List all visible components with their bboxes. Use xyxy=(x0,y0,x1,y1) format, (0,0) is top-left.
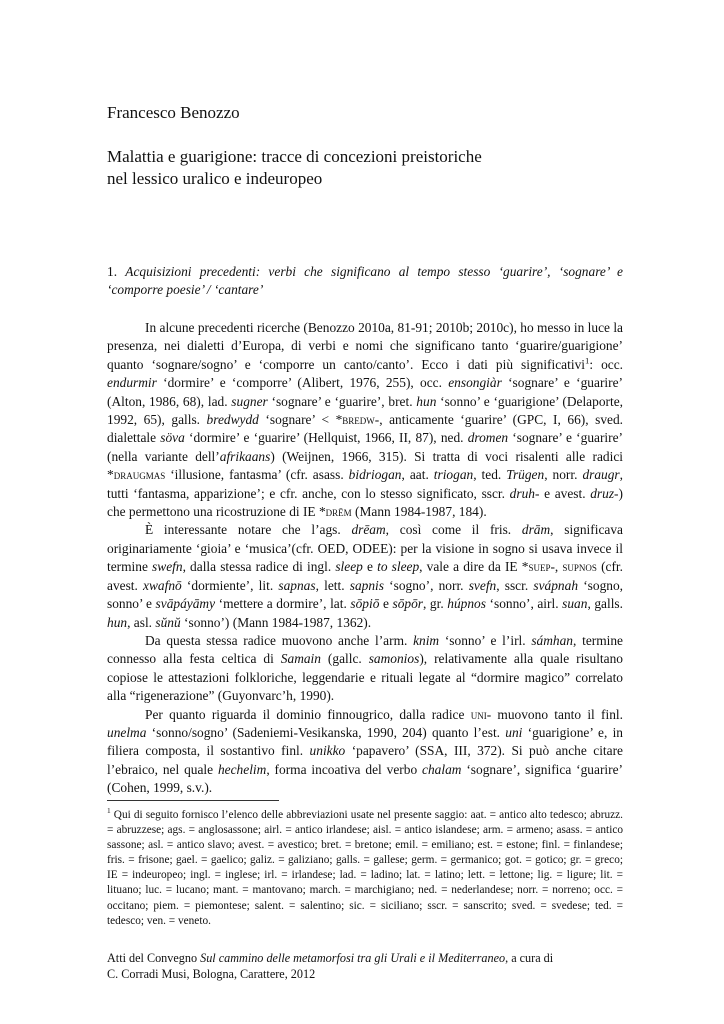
italic-term: söva xyxy=(160,430,185,446)
italic-term: uni xyxy=(505,724,523,740)
italic-term: druh- xyxy=(509,485,540,501)
text-run: , così come il fris. xyxy=(385,522,522,538)
italic-term: druz- xyxy=(590,485,619,501)
text-run: ), relativamente alla quale risultano copiose le attestazioni folkloriche, leggendarie e rituali legate al “dormire magico” correlato alla “rigenerazione” (Guyonvarc’h, 1990). xyxy=(107,651,623,704)
section-title: Acquisizioni precedenti: verbi che significano al tempo stesso ‘guarire’, ‘sognare’ e ‘comporre poesie’ / ‘cantare’ xyxy=(107,264,623,297)
text-run: , sscr. xyxy=(496,577,534,593)
small-caps-root: uni xyxy=(470,706,487,722)
text-run: , dalla stessa radice di ingl. xyxy=(182,559,336,575)
text-run: ‘sonno’, airl. xyxy=(485,596,563,612)
text-run: ‘sonno’ e ‘guarigione’ (Delaporte, 1992, 65), galls. xyxy=(107,393,623,428)
text-run: ‘sonno/sogno’ (Sadeniemi-Vesikanska, 1990, 204) quanto l’est. xyxy=(146,724,506,740)
text-run: ‘papavero’ (SSA, III, 372). Si può anche citare l’ebraico, nel quale xyxy=(107,743,623,777)
text-run: , aat. xyxy=(401,467,434,483)
footnote-rule xyxy=(107,800,279,801)
italic-term: drēam xyxy=(351,522,386,538)
body-paragraph xyxy=(107,706,623,798)
footer-line-1 xyxy=(107,950,627,966)
italic-term: triogan xyxy=(433,467,474,483)
footnote-text: Qui di seguito fornisco l’elenco delle abbreviazioni usate nel presente saggio: aat. = antico alto tedesco; abruzz. = abruzzese; ags. = anglosassone; airl. = antico irlandese; aisl. = antico islandese; arm. = armeno; asass. = antico sassone; asl. = antico slavo; avest. = avestico; bret. = bretone; emil. = emiliano; est. = estone; finl. = finlandese; fris. = frisone; gael. = gaelico; galiz. = galiziano; galls. = gallese; germ. = germanico; got. = gotico; gr. = greco; IE = indeuropeo; ingl. = inglese; irl. = irlandese; lad. = ladino; lat. = latino; lett. = lettone; lig. = ligure; lit. = lituano; luc. = lucano; mant. = mantovano; march. = marchigiano; ned. = nederlandese; norr. = norreno; occ. = occitano; piem. = piemontese; salent. = salentino; sic. = siciliano; sscr. = sanscrito; sved. = svedese; ted. = tedesco; ven. = veneto. xyxy=(107,809,623,927)
footnote-marker: 1 xyxy=(107,806,111,816)
text-run: -, xyxy=(550,559,563,575)
text-run: , asl. xyxy=(127,614,156,630)
italic-term: unelma xyxy=(107,724,147,740)
italic-term: chalam xyxy=(422,761,462,777)
text-run: , galls. xyxy=(587,596,623,612)
italic-term: endurmir xyxy=(107,375,157,391)
title-line-1: Malattia e guarigione: tracce di concezioni preistoriche xyxy=(107,147,482,166)
text-run: : occ. xyxy=(589,356,623,372)
italic-term: bredwydd xyxy=(206,412,259,428)
italic-term: sleep xyxy=(335,559,363,575)
text-run: Da questa stessa radice muovono anche l’arm. xyxy=(145,632,414,648)
italic-term: sŭnŭ xyxy=(155,614,181,630)
italic-term: húpnos xyxy=(447,596,486,612)
footer-prefix: Atti del Convegno xyxy=(107,951,201,965)
text-run: ‘sognare’ < * xyxy=(258,412,343,428)
italic-term: ensongiàr xyxy=(448,375,502,391)
text-run: e xyxy=(362,559,378,575)
footnote xyxy=(107,808,623,929)
italic-term: suan xyxy=(562,596,588,612)
text-run: ‘dormire’ e ‘comporre’ (Alibert, 1976, 255), occ. xyxy=(156,375,449,391)
italic-term: Trügen xyxy=(506,467,545,483)
italic-term: unikko xyxy=(309,743,346,759)
italic-term: xwafnō xyxy=(143,577,182,593)
italic-term: afrikaans xyxy=(219,448,271,464)
text-run: , tutti ‘fantasma, apparizione’; e cfr. anche, con lo stesso significato, sscr. xyxy=(107,467,624,501)
footer-volume-title: Sul cammino delle metamorfosi tra gli Urali e il Mediterraneo xyxy=(200,951,506,965)
italic-term: svápnah xyxy=(533,577,579,593)
text-run: , termine connesso alla festa celtica di xyxy=(107,632,623,667)
section-number: 1. xyxy=(107,264,126,279)
footer-line-2: C. Corradi Musi, Bologna, Carattere, 2012 xyxy=(107,967,316,982)
text-run: ‘sonno’ e l’irl. xyxy=(439,632,532,648)
text-run: ‘sogno, sonno’ e xyxy=(107,577,624,612)
text-run: ‘dormire’ e ‘guarire’ (Hellquist, 1966, II, 87), ned. xyxy=(184,430,468,446)
italic-term: to sleep xyxy=(377,559,420,575)
text-run: ‘mettere a dormire’, lat. xyxy=(215,596,351,612)
body-paragraph xyxy=(107,521,623,631)
italic-term: sōpōr xyxy=(392,596,424,612)
text-run: ‘sognare’, significa ‘guarire’ (Cohen, 1999, s.v.). xyxy=(107,761,623,796)
text-run: , norr. xyxy=(544,467,583,483)
text-run: ‘guarigione’ e, in filiera composta, il sostantivo finl. xyxy=(107,724,623,759)
text-run: ‘sonno’) (Mann 1984-1987, 1362). xyxy=(180,614,372,630)
text-run: Per quanto riguarda il dominio finnougrico, dalla radice xyxy=(145,706,471,722)
italic-term: sapnas xyxy=(278,577,316,593)
text-run: ‘sogno’, norr. xyxy=(383,577,469,593)
title-line-2: nel lessico uralico e indeuropeo xyxy=(107,169,323,188)
italic-term: sugner xyxy=(231,393,268,409)
text-run: In alcune precedenti ricerche (Benozzo 2010a, 81-91; 2010b; 2010c), ho messo in luce la presenza, nei dialetti d’Europa, di verbi e nomi che significano tanto ‘guarire/guarigione’ quanto ‘sognare/sogno’ e ‘comporre un canto/canto’. Ecco i dati più significativi xyxy=(107,320,623,372)
small-caps-root: draugmas xyxy=(113,467,166,483)
italic-term: sámhan xyxy=(531,632,574,648)
italic-term: draugr xyxy=(582,467,620,483)
italic-term: hun xyxy=(107,614,128,630)
italic-term: sōpiō xyxy=(350,596,380,612)
text-run: (cfr. avest. xyxy=(107,559,623,593)
italic-term: svāpáyāmy xyxy=(155,596,216,612)
text-run: È interessante notare che l’ags. xyxy=(145,522,352,538)
text-run: - muovono tanto il finl. xyxy=(486,706,623,722)
italic-term: svefn xyxy=(468,577,497,593)
italic-term: sapnis xyxy=(349,577,384,593)
body-text xyxy=(107,319,623,798)
footer-suffix: , a cura di xyxy=(505,951,554,965)
text-run: ‘sognare’ e ‘guarire’, bret. xyxy=(267,393,417,409)
text-run: ‘sognare’ e ‘guarire’ (nella variante dell’ xyxy=(107,430,624,464)
small-caps-root: supnos xyxy=(562,559,597,575)
text-run: , forma incoativa del verbo xyxy=(266,761,423,777)
small-caps-root: bredw xyxy=(342,412,375,428)
italic-term: drām xyxy=(521,522,551,538)
paper-title xyxy=(107,146,627,190)
text-run: (gallc. xyxy=(320,651,369,667)
text-run: ) (Weijnen, 1966, 315). Si tratta di voci risalenti alle radici * xyxy=(107,448,623,483)
italic-term: Samain xyxy=(280,651,321,667)
text-run: e xyxy=(379,596,393,612)
italic-term: samonios xyxy=(368,651,420,667)
text-run: e avest. xyxy=(539,485,591,501)
text-run: , significava originariamente ‘gioia’ e ‘musica’(cfr. OED, ODEE): per la visione in sogno si usava invece il termine xyxy=(107,522,623,575)
small-caps-root: drēm xyxy=(325,504,352,520)
text-run: -, anticamente ‘guarire’ (GPC, I, 66), sved. dialettale xyxy=(107,412,623,446)
italic-term: swefn xyxy=(152,559,183,575)
text-run: , lett. xyxy=(315,577,350,593)
publication-footer xyxy=(107,950,627,982)
italic-term: bidriogan xyxy=(348,467,402,483)
text-run: , gr. xyxy=(423,596,448,612)
text-run: , vale a dire da IE * xyxy=(419,559,529,575)
text-run: (Mann 1984-1987, 184). xyxy=(351,504,487,520)
body-paragraph xyxy=(107,632,623,706)
italic-term: knim xyxy=(413,632,440,648)
small-caps-root: suep xyxy=(528,559,551,575)
italic-term: hechelim xyxy=(217,761,267,777)
text-run: ‘sognare’ e ‘guarire’ (Alton, 1986, 68), lad. xyxy=(107,375,623,409)
text-run: ‘dormiente’, lit. xyxy=(181,577,279,593)
author-name: Francesco Benozzo xyxy=(107,103,240,122)
body-paragraph xyxy=(107,319,623,521)
section-heading xyxy=(107,263,623,298)
text-run: , ted. xyxy=(473,467,507,483)
text-run: ) che permettono una ricostruzione di IE * xyxy=(107,485,623,520)
italic-term: hun xyxy=(416,393,437,409)
footnote-ref: 1 xyxy=(584,355,590,366)
text-run: ‘illusione, fantasma’ (cfr. asass. xyxy=(165,467,349,483)
italic-term: dromen xyxy=(467,430,509,446)
